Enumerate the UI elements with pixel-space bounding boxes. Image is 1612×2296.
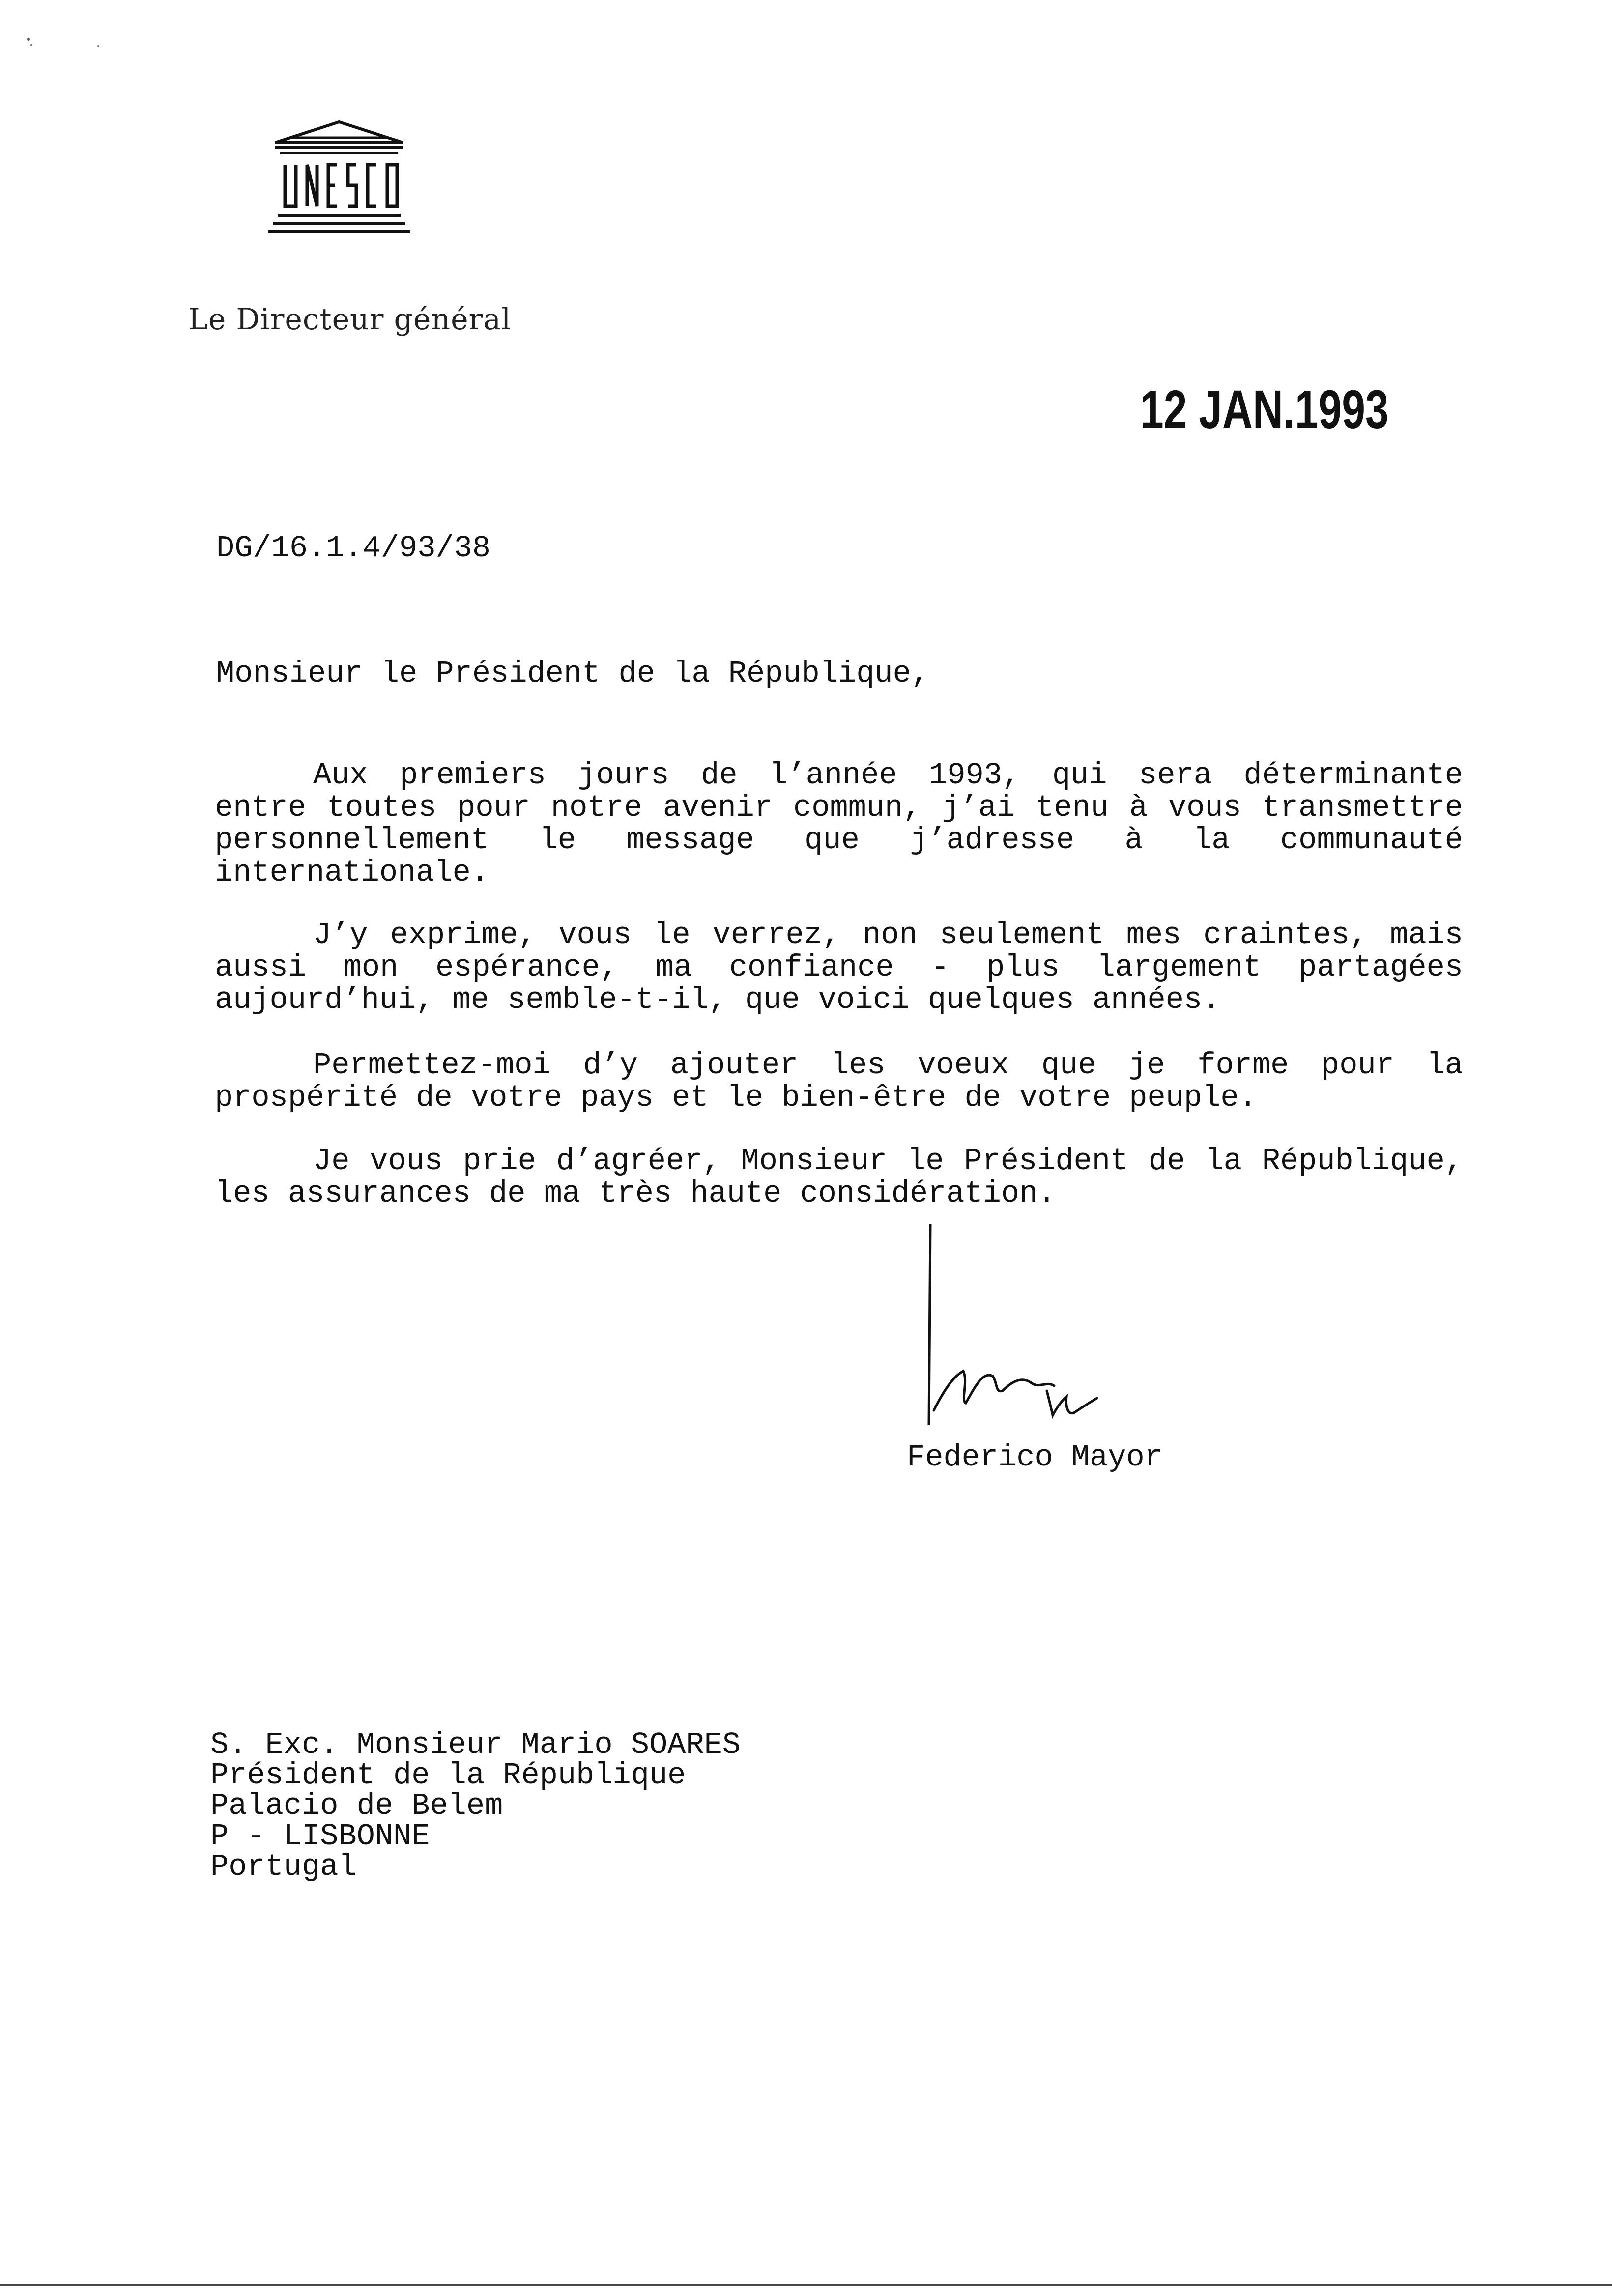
- paragraph-2: J’y exprime, vous le verrez, non seulement mes craintes, mais aussi mon espérance, ma confiance - plus largement partagées aujourd’hui, me semble-t-il, que voici quelques années.: [215, 918, 1463, 1017]
- address-line: Palacio de Belem: [210, 1788, 503, 1823]
- handwritten-signature: [914, 1214, 1170, 1440]
- scan-speck-marks: [25, 34, 103, 54]
- address-line: P - LISBONNE: [210, 1819, 430, 1854]
- signer-name: Federico Mayor: [907, 1440, 1163, 1475]
- address-line: Portugal: [210, 1849, 357, 1884]
- page-bottom-edge: [0, 2284, 1612, 2286]
- address-line: S. Exc. Monsieur Mario SOARES: [210, 1727, 741, 1762]
- unesco-temple-logo: [260, 118, 418, 241]
- recipient-address: [210, 1727, 741, 1884]
- paragraph-1: Aux premiers jours de l’année 1993, qui sera déterminante entre toutes pour notre avenir commun, j’ai tenu à vous transmettre personnellement le message que j’adresse à la communauté internationale.: [215, 758, 1463, 890]
- signature-icon: [914, 1214, 1170, 1440]
- address-line: Président de la République: [210, 1758, 686, 1793]
- reference-number: DG/16.1.4/93/38: [216, 531, 491, 566]
- paragraph-4: Je vous prie d’agréer, Monsieur le Président de la République, les assurances de ma très haute considération.: [215, 1144, 1463, 1211]
- date-stamp: 12 JAN.1993: [1140, 379, 1389, 440]
- letterhead-department: Le Directeur général: [188, 302, 512, 337]
- unesco-logo-icon: [260, 118, 418, 241]
- paragraph-3: Permettez-moi d’y ajouter les voeux que je forme pour la prospérité de votre pays et le bien-être de votre peuple.: [215, 1048, 1463, 1115]
- salutation: Monsieur le Président de la République,: [216, 656, 930, 691]
